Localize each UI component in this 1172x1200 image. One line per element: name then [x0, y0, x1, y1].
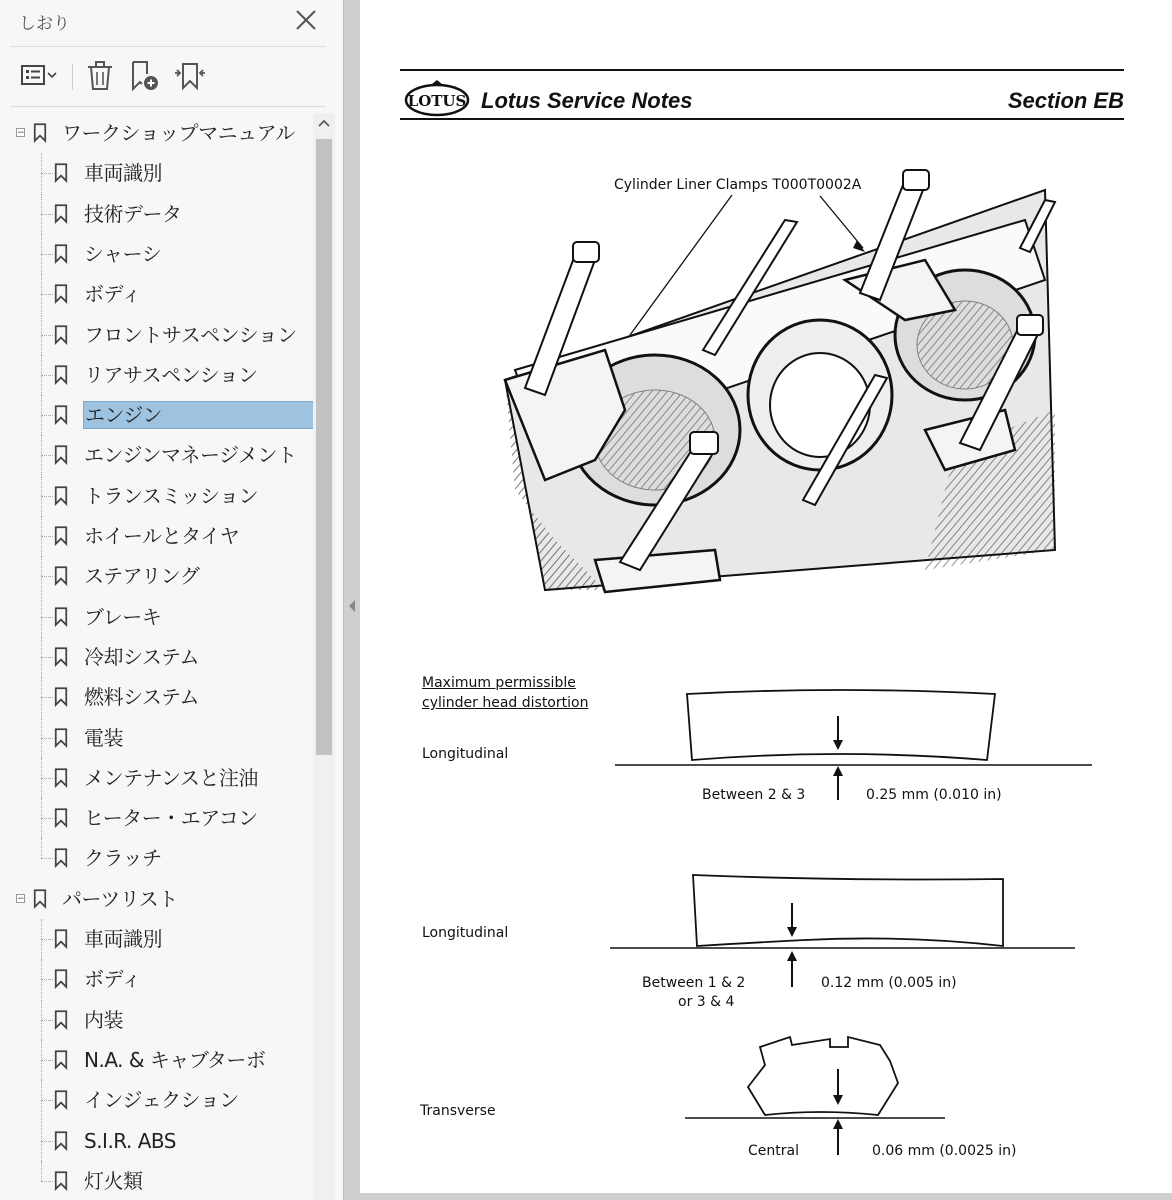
- tree-connector: [41, 919, 42, 959]
- tree-connector: [41, 274, 42, 314]
- page-gap: [360, 1193, 1172, 1200]
- distortion-value-1: 0.25 mm (0.010 in): [866, 787, 1002, 803]
- toolbar-separator: [72, 64, 73, 90]
- bookmark-item[interactable]: [0, 758, 313, 798]
- collapse-toggle[interactable]: −: [17, 893, 25, 904]
- bookmark-item[interactable]: [0, 1040, 313, 1080]
- chevron-up-icon: [313, 113, 335, 135]
- tree-connector: [41, 1161, 42, 1181]
- header-title: Lotus Service Notes: [481, 88, 693, 113]
- tree-connector: [41, 697, 53, 698]
- bookmark-icon: [54, 485, 68, 507]
- bookmark-label: ブレーキ: [84, 604, 162, 629]
- bookmark-icon: [54, 686, 68, 708]
- header-section: Section EB: [1007, 88, 1124, 113]
- bookmark-label: 燃料システム: [84, 685, 199, 710]
- tree-connector: [41, 738, 53, 739]
- scroll-up-button[interactable]: [313, 113, 335, 135]
- bookmark-label: 冷却システム: [84, 644, 199, 669]
- tree-connector: [41, 718, 42, 758]
- bookmark-add-icon: [128, 58, 162, 94]
- tree-connector: [41, 355, 42, 395]
- bookmark-item[interactable]: [0, 1121, 313, 1161]
- tree-connector: [41, 194, 42, 234]
- bookmark-icon: [54, 162, 68, 184]
- tree-connector: [41, 677, 42, 717]
- bookmark-item[interactable]: [0, 516, 313, 556]
- trash-icon: [84, 58, 116, 94]
- bookmark-item[interactable]: [0, 1161, 313, 1200]
- bookmarks-panel: [0, 0, 343, 1200]
- longitudinal-label-1: Longitudinal: [422, 746, 509, 762]
- transverse-label: Transverse: [420, 1103, 496, 1119]
- tree-connector: [41, 435, 42, 475]
- tree-connector: [41, 576, 53, 577]
- bookmark-icon: [33, 888, 47, 910]
- bookmark-item[interactable]: [0, 274, 313, 314]
- bookmark-label: 電装: [84, 725, 123, 750]
- bookmark-item[interactable]: [0, 677, 313, 717]
- bookmark-icon: [54, 1130, 68, 1152]
- distortion-diagram-transverse: [680, 1025, 1080, 1160]
- list-options-icon: [18, 58, 62, 94]
- tree-connector: [41, 294, 53, 295]
- bookmark-expand-icon: [172, 58, 208, 94]
- tree-connector: [41, 375, 53, 376]
- tree-connector: [41, 1020, 53, 1021]
- bookmark-label: 灯火類: [84, 1168, 143, 1193]
- divider: [10, 46, 326, 47]
- bookmark-icon: [54, 1089, 68, 1111]
- bookmark-icon: [54, 767, 68, 789]
- tree-connector: [41, 637, 42, 677]
- new-bookmark-button[interactable]: [128, 58, 162, 94]
- tree-connector: [41, 556, 42, 596]
- bookmark-label: インジェクション: [84, 1088, 239, 1113]
- bookmark-label: ステアリング: [84, 564, 200, 589]
- bookmark-icon: [54, 324, 68, 346]
- tree-connector: [41, 395, 42, 435]
- tree-connector: [41, 1141, 53, 1142]
- bookmark-icon: [54, 243, 68, 265]
- bookmark-item[interactable]: [0, 435, 313, 475]
- bookmark-icon: [54, 364, 68, 386]
- bookmark-item[interactable]: [0, 315, 313, 355]
- bookmark-label: ワークショップマニュアル: [62, 121, 295, 145]
- header-bottom-rule: [400, 118, 1124, 120]
- bookmark-item[interactable]: [0, 597, 313, 637]
- tree-connector: [41, 858, 53, 859]
- tree-connector: [41, 818, 53, 819]
- tree-connector: [41, 939, 53, 940]
- tree-connector: [41, 516, 42, 556]
- between-label-1: Between 2 & 3: [702, 787, 806, 803]
- distortion-diagram-longitudinal-1: [610, 680, 1100, 810]
- tree-connector: [41, 153, 42, 193]
- tree-connector: [41, 1080, 42, 1120]
- bookmark-item[interactable]: [0, 919, 313, 959]
- tree-connector: [41, 455, 53, 456]
- bookmark-label: エンジンマネージメント: [84, 443, 297, 468]
- lotus-logo: [404, 80, 472, 122]
- bookmark-label: リアサスペンション: [84, 362, 258, 387]
- bookmark-item[interactable]: [0, 355, 313, 395]
- expand-bookmark-button[interactable]: [172, 58, 208, 94]
- distortion-heading-line2: cylinder head distortion: [422, 695, 589, 711]
- bookmark-icon: [54, 1170, 68, 1192]
- tree-connector: [41, 758, 42, 798]
- bookmark-label: 内装: [84, 1007, 123, 1032]
- bookmark-icon: [54, 1009, 68, 1031]
- bookmark-label: エンジン: [84, 402, 313, 428]
- bookmark-label: ボディ: [84, 967, 141, 992]
- bookmark-group[interactable]: [0, 879, 313, 919]
- scrollbar-thumb[interactable]: [316, 139, 332, 755]
- tree-connector: [41, 979, 53, 980]
- bookmark-label: ボディ: [84, 282, 141, 307]
- bookmark-icon: [54, 807, 68, 829]
- close-icon[interactable]: [293, 7, 319, 33]
- bookmark-label: N.A. & キャブターボ: [84, 1047, 266, 1072]
- distortion-value-3: 0.06 mm (0.0025 in): [872, 1143, 1017, 1159]
- between-label-2a: Between 1 & 2: [642, 975, 746, 991]
- tree-connector: [41, 254, 53, 255]
- bookmark-icon: [54, 525, 68, 547]
- bookmark-label: 車両識別: [84, 161, 162, 186]
- delete-bookmark-button[interactable]: [84, 58, 116, 94]
- bookmark-icon: [33, 122, 47, 144]
- tree-connector: [41, 838, 42, 858]
- tree-connector: [41, 415, 53, 416]
- central-label: Central: [748, 1143, 799, 1159]
- bookmark-icon: [54, 203, 68, 225]
- tree-connector: [41, 1100, 53, 1101]
- divider: [10, 106, 326, 107]
- tree-connector: [41, 476, 42, 516]
- tree-connector: [41, 1000, 42, 1040]
- tree-connector: [41, 214, 53, 215]
- options-menu-button[interactable]: [18, 58, 62, 94]
- tree-connector: [41, 1181, 53, 1182]
- tree-connector: [41, 335, 53, 336]
- tree-connector: [41, 536, 53, 537]
- tree-connector: [41, 959, 42, 999]
- tree-connector: [41, 798, 42, 838]
- distortion-value-2: 0.12 mm (0.005 in): [821, 975, 957, 991]
- svg-text:LOTUS: LOTUS: [407, 92, 467, 110]
- between-label-2b: or 3 & 4: [678, 994, 735, 1010]
- bookmark-item[interactable]: [0, 476, 313, 516]
- bookmark-icon: [54, 606, 68, 628]
- bookmark-label: クラッチ: [84, 846, 162, 871]
- header-top-rule: [400, 69, 1124, 71]
- bookmark-item[interactable]: [0, 798, 313, 838]
- bookmark-item[interactable]: [0, 194, 313, 234]
- bookmark-item[interactable]: [0, 153, 313, 193]
- distortion-heading-line1: Maximum permissible: [422, 675, 576, 691]
- tree-connector: [41, 496, 53, 497]
- tree-connector: [41, 1040, 42, 1080]
- bookmark-icon: [54, 727, 68, 749]
- bookmark-icon: [54, 968, 68, 990]
- figure-caption: Cylinder Liner Clamps T000T0002A: [614, 177, 862, 193]
- bookmark-icon: [54, 928, 68, 950]
- bookmark-icon: [54, 565, 68, 587]
- bookmark-item[interactable]: [0, 718, 313, 758]
- longitudinal-label-2: Longitudinal: [422, 925, 509, 941]
- bookmark-item[interactable]: [0, 395, 313, 435]
- tree-connector: [41, 315, 42, 355]
- panel-splitter[interactable]: [343, 0, 360, 1200]
- bookmark-icon: [54, 283, 68, 305]
- bookmark-label: メンテナンスと注油: [84, 765, 258, 790]
- panel-title: しおり: [19, 14, 70, 34]
- collapse-toggle[interactable]: −: [17, 128, 25, 138]
- bookmark-label: 技術データ: [84, 201, 182, 226]
- bookmark-label: フロントサスペンション: [84, 322, 297, 347]
- tree-connector: [41, 778, 53, 779]
- tree-connector: [41, 617, 53, 618]
- bookmark-label: シャーシ: [84, 241, 162, 266]
- tree-connector: [41, 173, 53, 174]
- bookmark-item[interactable]: [0, 637, 313, 677]
- tree-connector: [41, 1121, 42, 1161]
- bookmark-item[interactable]: [0, 959, 313, 999]
- bookmark-label: ホイールとタイヤ: [84, 524, 240, 548]
- bookmark-icon: [54, 404, 68, 426]
- bookmark-label: パーツリスト: [62, 886, 178, 911]
- bookmark-item[interactable]: [0, 838, 313, 878]
- tree-connector: [41, 657, 53, 658]
- bookmark-icon: [54, 1049, 68, 1071]
- bookmark-label: ヒーター・エアコン: [84, 806, 258, 831]
- tree-connector: [41, 597, 42, 637]
- tree-connector: [41, 1060, 53, 1061]
- bookmark-icon: [54, 847, 68, 869]
- cylinder-liner-clamps-illustration: [485, 160, 1065, 620]
- bookmark-icon: [54, 646, 68, 668]
- bookmark-item[interactable]: [0, 1000, 313, 1040]
- bookmark-label: トランスミッション: [84, 483, 259, 508]
- chevron-left-icon: [347, 598, 357, 614]
- collapse-panel-button[interactable]: [347, 598, 357, 614]
- bookmark-label: 車両識別: [84, 927, 162, 951]
- scrollbar[interactable]: [313, 113, 335, 1200]
- bookmark-item[interactable]: [0, 556, 313, 596]
- bookmark-item[interactable]: [0, 1080, 313, 1120]
- bookmark-icon: [54, 444, 68, 466]
- document-page: [360, 0, 1172, 1200]
- bookmark-group[interactable]: [0, 113, 313, 153]
- tree-connector: [41, 234, 42, 274]
- bookmark-item[interactable]: [0, 234, 313, 274]
- bookmark-label: S.I.R. ABS: [84, 1128, 176, 1153]
